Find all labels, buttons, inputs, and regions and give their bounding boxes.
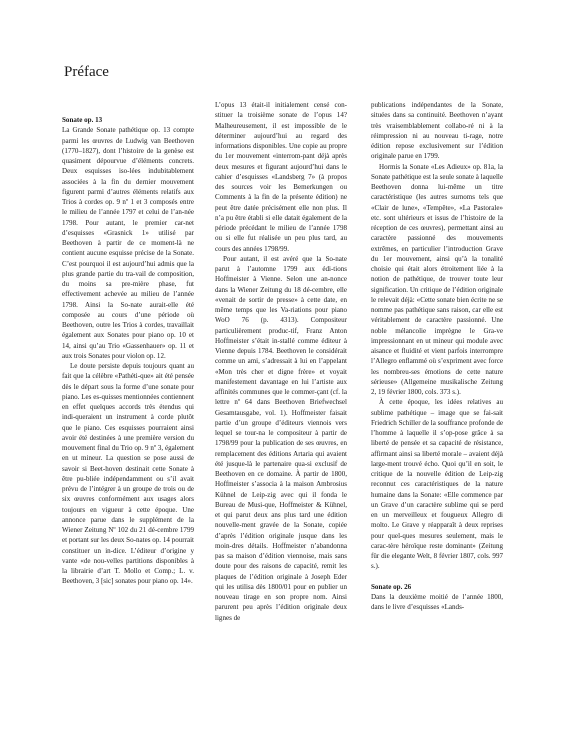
paragraph: Le doute persiste depuis toujours quant au fait que la célèbre «Pathéti-que» ait été pensée dès le départ sous la forme d’une sonate pour piano. Les es-quisses mentionnées contiennent en effet quelques accords très étendus qui indi-queraient un instrument à corde plutôt que le piano. Ces esquisses pourraient ainsi avoir été destinées à une première version du mouvement final du Trio op. 9 nº 3, également en ut mineur. La question se pose aussi de savoir si Beet-hoven destinait cette Sonate à être pu-bliée indépendamment ou s’il avait prévu de l’intégrer à un groupe de trois ou de six œuvres conformément aux usages alors toujours en vigueur à cette époque. Une annonce parue dans le supplément de la Wiener Zeitung Nº 102 du 21 dé-cembre 1799 et portant sur les deux So-nates op. 14 pourrait constituer un in-dice. L’éditeur d’origine y vante «de nou-velles partitions disponibles à la librairie d’art T. Mollo et Comp.; L. v. Beethoven, 3 [sic] sonates pour piano op. 14».: [62, 362, 194, 586]
paragraph: Hormis la Sonate «Les Adieux» op. 81a, la Sonate pathétique est la seule sonate à laquelle Beethoven donna lui-même un titre caractéristique (les autres surnoms tels que «Clair de lune», «Tempête», «La Pastorale» etc. sont ultérieurs et issus de l’histoire de la réception de ces œuvres), permettant ainsi au caractère passionné des mouvements extrêmes, en particulier l’introduction Grave du 1er mouvement, ainsi qu’à la tonalité choisie qui était alors étroitement liée à la notion de pathétique, de trouver toute leur signification. Un critique de l’édition originale le relevait déjà: «Cette sonate bien écrite ne se nomme pas pathétique sans raison, car elle est véritablement de caractère passionné. Une noble mélancolie imprègne le Gra-ve impressionnant en ut mineur qui module avec aisance et fluidité et vient parfois interrompre l’Allegro enflammé où s’expriment avec force les nombreu-ses émotions de cette nature sérieuse» (Allgemeine musikalische Zeitung 2, 19 février 1800, cols. 373 s.).: [371, 162, 503, 396]
text-column-1: [62, 115, 194, 587]
paragraph: Dans la deuxième moitié de l’année 1800, dans le livre d’esquisses «Lands-: [371, 592, 503, 611]
section-gap: [371, 572, 503, 582]
paragraph: La Grande Sonate pathétique op. 13 compte parmi les œuvres de Ludwig van Beethoven (1770–1827), dont l’histoire de la genèse est quasiment dépourvue d’éléments concrets. Deux esquisses iso-lées indubitablement associées à la fin du dernier mouvement figurent parmi d’autres éléments relatifs aux Trios à cordes op. 9 nº 1 et 3 composés entre le milieu de l’année 1797 et celui de l’an-née 1798. Pour autant, le premier car-net d’esquisses «Grasnick 1» utilisé par Beethoven à partir de ce moment-là ne contient aucune esquisse précise de la Sonate. C’est pourquoi il est aujourd’hui admis que la plus grande partie du tra-vail de composition, du moins sa pre-mière phase, fut effectivement achevée au milieu de l’année 1798. Ainsi la So-nate aurait-elle été composée au cours d’une période où Beethoven, outre les Trios à cordes, travaillait également aux Sonates pour piano op. 10 et 14, ainsi qu’au Trio «Gassenhauer» op. 11 et aux trois Sonates pour violon op. 12.: [62, 126, 194, 360]
text-column-3: [371, 100, 503, 612]
paragraph: publications indépendantes de la Sonate, situées dans sa continuité. Beethoven n’ayant très vraisemblablement collabo-ré ni à la réimpression ni au nouveau ti-rage, notre édition repose exclusivement sur l’édition originale parue en 1799.: [371, 101, 503, 161]
section-heading: Sonate op. 26: [371, 582, 412, 591]
paragraph: L’opus 13 était-il initialement censé con-stituer la troisième sonate de l’opus 14? Malheureusement, il est impossible de le déterminer aujourd’hui au regard des informations disponibles. Une copie au propre du 1er mouvement «interrom-pant déjà après deux mesures et figurant aujourd’hui dans le cahier d’esquisses «Landsberg 7» (à propos des sources voir les Bemerkungen ou Comments à la fin de la présente édition) ne peut être datée précisément elle non plus. Il n’a pu être établi si elle datait également de la période précédant le milieu de l’année 1798 ou si elle fut réalisée un peu plus tard, au cours des années 1798/99.: [215, 101, 347, 253]
paragraph: À cette époque, les idées relatives au sublime pathétique – image que se fai-sait Friedrich Schiller de la souffrance profonde de l’homme à laquelle il s’op-pose grâce à sa liberté de pensée et sa capacité de résistance, affirmant ainsi sa liberté morale – avaient déjà large-ment trouvé écho. Quoi qu’il en soit, le critique de la nouvelle édition de Leip-zig reconnut ces caractéristiques de la nature humaine dans la Sonate: «Elle commence par un Grave d’un caractère sublime qui se perd en un merveilleux et fougueux Allegro di molto. Le Grave y réapparaît à deux reprises pour quel-ques mesures seulement, mais le carac-tère héroïque reste dominant» (Zeitung für die elegante Welt, 8 février 1807, cols. 997 s.).: [371, 398, 503, 571]
page-title: Préface: [64, 64, 109, 80]
text-column-2: [215, 100, 347, 623]
section-heading: Sonate op. 13: [62, 116, 103, 124]
paragraph: Pour autant, il est avéré que la So-nate parut à l’automne 1799 aux édi-tions Hoffmeister à Vienne. Selon une an-nonce dans la Wiener Zeitung du 18 dé-cembre, elle «venait de sortir de presse» à cette date, en même temps que les Va-riations pour piano WoO 76 (p. 4313). Compositeur particulièrement produc-tif, Franz Anton Hoffmeister s’était in-stallé comme éditeur à Vienne depuis 1784. Beethoven le considérait comme un ami, s’adressait à lui en l’appelant «Mon très cher et digne frère» et voyait manifestement davantage en lui l’artiste aux affinités communes que le commer-çant (cf. la lettre nº 64 dans Beethoven Briefwechsel Gesamtausgabe, vol. 1). Hoffmeister faisait partie d’un groupe d’éditeurs viennois vers lequel se tour-na le compositeur à partir de 1798/99 pour la publication de ses œuvres, en remplacement des éditions Artaria qui avaient été jusque-là le partenaire qua-si exclusif de Beethoven en ce domaine. À partir de 1800, Hoffmeister s’associa à la maison Ambrosius Kühnel de Leip-zig avec qui il fonda le Bureau de Musi-que, Hoffmeister & Kühnel, et qui parut deux ans plus tard une édition nouvelle-ment gravée de la Sonate, copiée d’après l’édition originale jusque dans les moin-dres détails. Hoffmeister n’abandonna pas sa maison d’édition viennoise, mais sans doute pour des raisons de capacité, remit les plaques de l’édition originale à Joseph Eder qui les utilisa dès 1800/01 pour en publier un nouveau tirage en son propre nom. Ainsi parurent peu après l’édition originale deux lignes de: [215, 254, 347, 622]
